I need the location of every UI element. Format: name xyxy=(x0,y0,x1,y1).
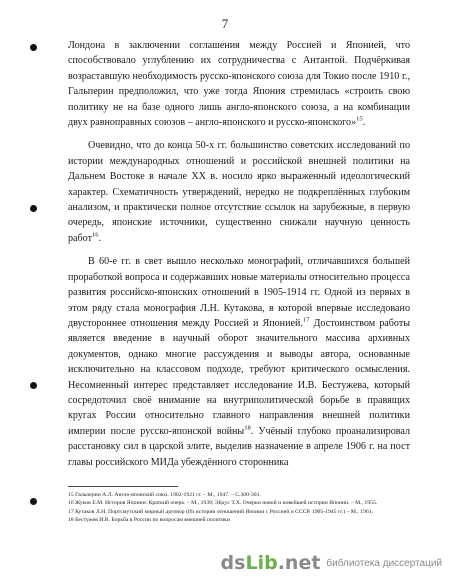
binder-hole-dot xyxy=(30,382,37,389)
binder-hole-dot xyxy=(30,498,37,505)
footnote-ref-16: 16 xyxy=(92,231,99,239)
paragraph-2-text: Очевидно, что до конца 50-х гг. большинство советских исследований по истории международных отношений и российской внешней политики на Дальнем Востоке в начале XX в. носило ярко выраженный идеологический характер. Схематичность утверждений, нередко не подкреплённых глубоким анализом, и практически полное отсутствие ссылок на зарубежные, в первую очередь, японские источники, существенно снижали научную ценность работ xyxy=(68,140,410,244)
watermark xyxy=(221,552,442,574)
footnote-16: 16 Жуков Е.М. История Японии: Краткий очерк. – М., 1939; Эйдус Т.Х. Очерки новой и новейшей истории Японии. – М., 1955. xyxy=(68,500,378,507)
paragraph-3-cont: Достоинством работы является введение в научный оборот значительного массива архивных документов, однако многие рассуждения и выводы автора, основанные исключительно на классовом подходе, требуют критического осмысления. Несомненный интерес представляет исследование И.В. Бестужева, который сосредоточил своё внимание на внутриполитической борьбе в правящих кругах России относительно главного направления внешней политики империи после русско-японской войны xyxy=(68,317,411,437)
paragraph-1 xyxy=(68,38,410,130)
paragraph-3 xyxy=(68,254,410,470)
footnote-15: 15 Гальперин А.Л. Англо-японский союз. 1902-1921 гг. – М., 1947. – С.300-301. xyxy=(68,492,261,498)
paragraph-1-end: . xyxy=(362,117,366,129)
paragraph-3-mid: . xyxy=(250,425,259,437)
footnotes xyxy=(68,486,410,525)
paragraph-2 xyxy=(68,138,410,246)
footnote-ref-17: 17 xyxy=(302,316,310,324)
paragraph-3-end: Учёный глубоко проанализировал расстановку сил в царской элите, выделив назначение в апреле 1906 г. на пост главы российского МИДа убеждённого сторонника xyxy=(68,425,411,468)
footnote-divider xyxy=(68,486,178,487)
footnote-18: 18 Бестужев И.В. Борьба в России по вопросам внешней политики xyxy=(68,517,230,524)
paragraph-3-text: В 60-е гг. в свет вышло несколько монографий, отличавшихся большей проработкой вопроса и содержавших новые материалы относительно процесса развития российско-японских отношений в 1905-1914 гг. Одной из первых в этом ряду стала монография Л.Н. Кутакова, в которой впервые исследовано двустороннее отношения между Россией и Японией. xyxy=(68,256,410,329)
watermark-tagline: библиотека диссертаций xyxy=(326,557,442,569)
paragraph-1-text: Лондона в заключении соглашения между Россией и Японией, что способствовало углублению их сотрудничества с Антантой. Подчёркивая возраставшую необходимость русско-японского союза для Токио после 1910 г., Гальперин предположил, что уже тогда Япония стремилась «строить свою политику не на базе одного лишь англо-японского союза, а на комбинации двух равноправных союзов – англо-японского и русско-японского» xyxy=(68,40,410,129)
footnote-ref-15: 15 xyxy=(356,115,363,123)
footnote-17: 17 Кутаков Л.Н. Портсмутский мирный договор (Из истории отношений Японии с Россией и СССР. 1905-1945 гг.) – М., 1961. xyxy=(68,508,374,515)
page-number: 7 xyxy=(221,16,229,31)
binder-hole-dot xyxy=(30,44,37,51)
paragraph-2-end: . xyxy=(98,232,102,244)
watermark-logo: dsLib.net xyxy=(220,552,321,574)
footnote-ref-18: 18 xyxy=(244,424,251,432)
binder-hole-dot xyxy=(30,205,37,212)
main-text xyxy=(68,38,410,470)
